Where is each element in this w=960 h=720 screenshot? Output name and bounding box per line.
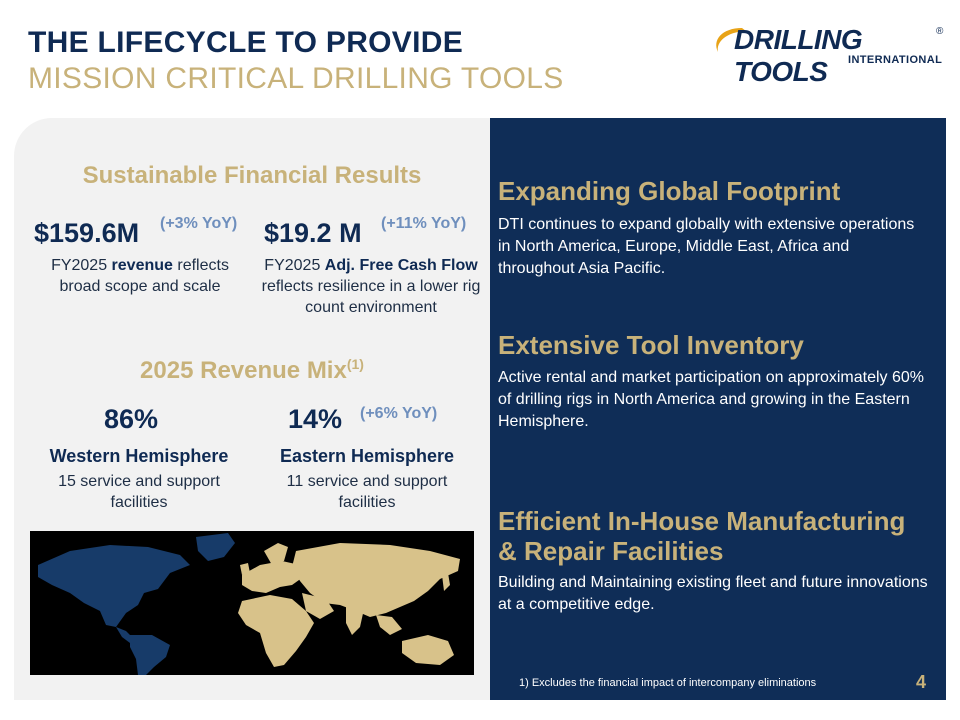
logo-wordmark: DRILLING TOOLS	[734, 24, 863, 87]
revenue-yoy: (+3% YoY)	[160, 215, 238, 232]
map-africa	[238, 595, 314, 667]
title-line-2: MISSION CRITICAL DRILLING TOOLS	[28, 62, 564, 95]
global-footprint-title: Expanding Global Footprint	[498, 176, 841, 206]
map-australia	[402, 635, 454, 665]
footnote: 1) Excludes the financial impact of intercompany eliminations	[519, 677, 817, 689]
eastern-description: 11 service and support facilities	[286, 473, 448, 511]
company-logo	[712, 22, 948, 87]
western-name: Western Hemisphere	[49, 446, 229, 466]
map-japan	[442, 573, 450, 591]
logo-subtitle: INTERNATIONAL	[848, 54, 943, 66]
manufacturing-title-line-1: Efficient In-House Manufacturing	[498, 506, 906, 536]
page-number: 4	[916, 672, 927, 692]
map-india	[346, 607, 364, 635]
eastern-pct: 14%	[288, 404, 343, 434]
manufacturing-title-line-2: & Repair Facilities	[498, 536, 724, 566]
map-greenland	[196, 533, 235, 561]
revenue-mix-title: 2025 Revenue Mix$^{(1)}$	[140, 356, 364, 384]
revenue-description: FY2025 revenue reflects broad scope and scale	[51, 257, 229, 295]
tool-inventory-title: Extensive Tool Inventory	[498, 330, 804, 360]
title-line-1: THE LIFECYCLE TO PROVIDE	[28, 26, 464, 59]
eastern-name: Eastern Hemisphere	[279, 446, 455, 466]
financial-results-title: Sustainable Financial Results	[82, 162, 422, 189]
logo-registered-mark: ®	[936, 26, 944, 37]
map-south-america	[130, 635, 170, 675]
fcf-description: FY2025 Adj. Free Cash Flow reflects resilience in a lower rig count environment	[261, 257, 481, 316]
global-footprint-text: DTI continues to expand globally with extensive operations in North America, Europe, Middle East, Africa and throughout Asia Pacific.	[498, 216, 915, 277]
revenue-value: $159.6M	[34, 218, 140, 248]
western-description: 15 service and support facilities	[58, 473, 220, 511]
world-map	[30, 531, 474, 675]
fcf-yoy: (+11% YoY)	[381, 215, 467, 232]
fcf-value: $19.2 M	[264, 218, 362, 248]
map-north-america	[38, 545, 190, 627]
tool-inventory-text: Active rental and market participation on approximately 60% of drilling rigs in North America and growing in the Eastern Hemisphere.	[498, 369, 924, 430]
manufacturing-text: Building and Maintaining existing fleet and future innovations at a competitive edge.	[498, 574, 928, 613]
eastern-yoy: (+6% YoY)	[360, 405, 438, 422]
western-pct: 86%	[104, 404, 159, 434]
world-map-icon	[30, 531, 474, 675]
map-uk	[240, 563, 250, 575]
map-southeast-asia	[376, 615, 402, 635]
